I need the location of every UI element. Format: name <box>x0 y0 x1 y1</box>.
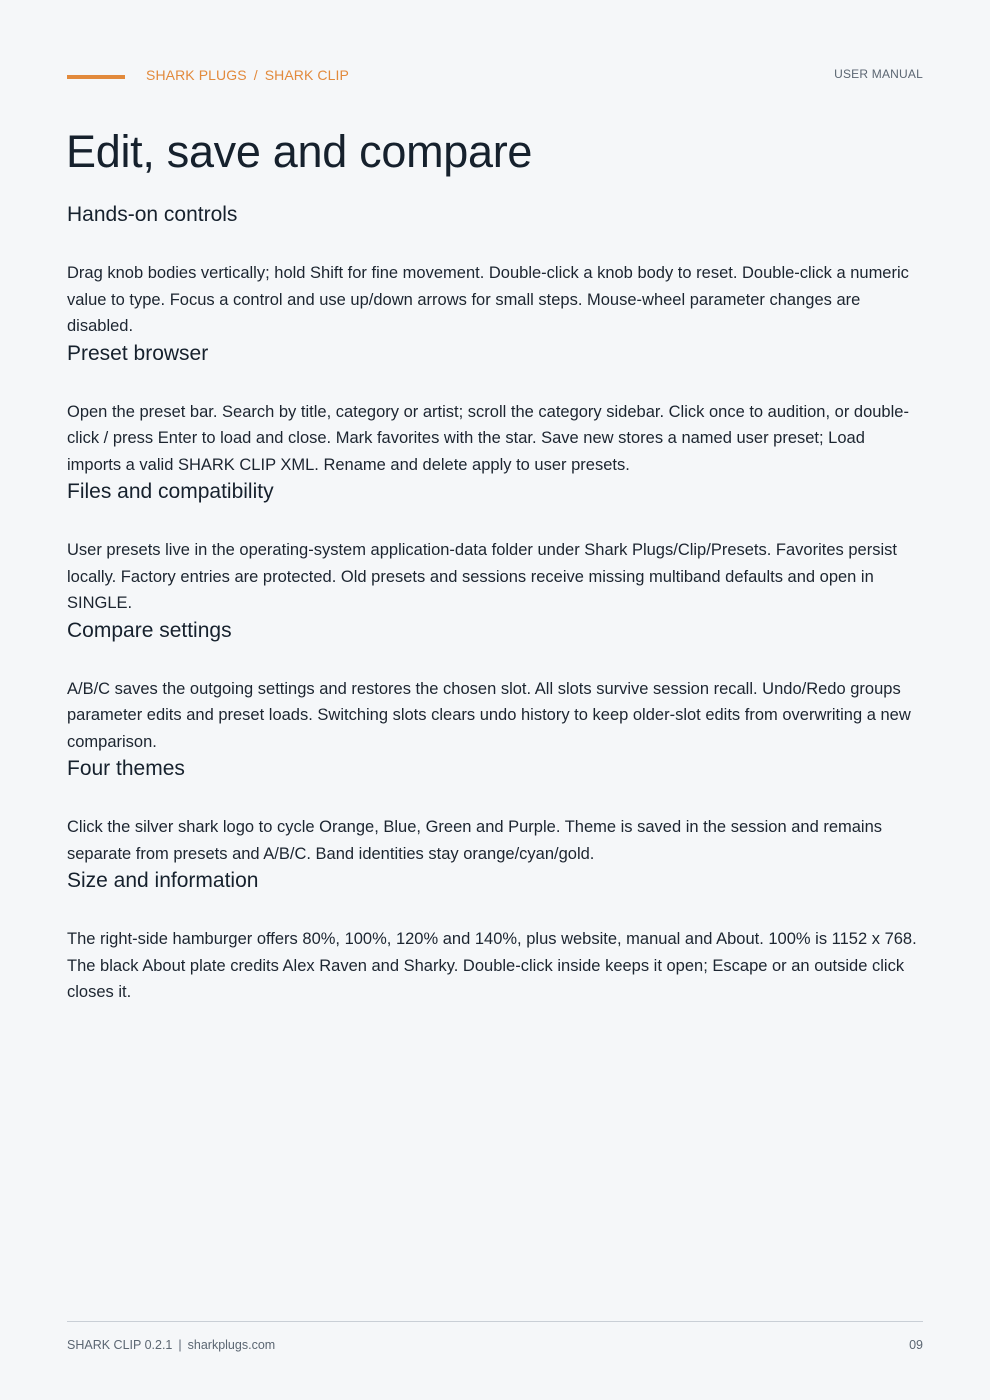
section-body: User presets live in the operating-system application-data folder under Shark Plugs/Clip/Presets. Favorites persist locally. Factory entries are protected. Old presets and sessions receive missing multiband defaults and open in SINGLE. <box>67 541 897 612</box>
footer-divider <box>67 1321 923 1322</box>
section-heading: Four themes <box>67 757 185 780</box>
section-compare-settings <box>67 617 923 756</box>
document-type-label: USER MANUAL <box>834 67 923 81</box>
breadcrumb <box>146 67 349 83</box>
footer-separator: | <box>178 1338 182 1352</box>
footer-website: sharkplugs.com <box>187 1338 276 1352</box>
section-body: Click the silver shark logo to cycle Orange, Blue, Green and Purple. Theme is saved in the session and remains separate from presets and A/B/C. Band identities stay orange/cyan/gold. <box>67 818 883 863</box>
page-header <box>67 66 923 86</box>
page-number: 09 <box>909 1338 923 1352</box>
section-body: Drag knob bodies vertically; hold Shift for fine movement. Double-click a knob body to reset. Double-click a numeric value to type. Focus a control and use up/down arrows for small steps. Mouse-wheel parameter changes are disabled. <box>67 264 909 335</box>
section-heading: Size and information <box>67 869 259 892</box>
section-hands-on-controls <box>67 201 923 340</box>
section-four-themes <box>67 755 923 867</box>
section-heading: Compare settings <box>67 618 232 642</box>
section-body: A/B/C saves the outgoing settings and restores the chosen slot. All slots survive session recall. Undo/Redo groups parameter edits and preset loads. Switching slots clears undo history to keep older-slot edits from overwriting a new comparison. <box>67 679 911 751</box>
footer-product-version: SHARK CLIP 0.2.1 <box>67 1338 173 1352</box>
breadcrumb-item-brand: SHARK PLUGS <box>146 67 247 83</box>
page-content <box>67 201 923 1006</box>
section-heading: Preset browser <box>67 341 209 365</box>
section-body: Open the preset bar. Search by title, category or artist; scroll the category sidebar. Click once to audition, or double-click / press Enter to load and close. Mark favorites with the star. Save new stores a named user preset; Load imports a valid SHARK CLIP XML. Rename and delete apply to user presets. <box>67 402 909 474</box>
section-body: The right-side hamburger offers 80%, 100%, 120% and 140%, plus website, manual and About. 100% is 1152 x 768. The black About plate credits Alex Raven and Sharky. Double-click inside keeps it open; Escape or an outside click closes it. <box>67 930 917 1001</box>
section-heading: Hands-on controls <box>67 203 238 226</box>
section-size-information <box>67 867 923 1006</box>
breadcrumb-item-product: SHARK CLIP <box>264 67 349 83</box>
section-preset-browser <box>67 340 923 479</box>
breadcrumb-separator: / <box>253 67 258 83</box>
footer-info <box>67 1338 275 1352</box>
accent-bar <box>67 75 125 79</box>
page-title: Edit, save and compare <box>66 126 533 177</box>
section-files-compatibility <box>67 478 923 617</box>
section-heading: Files and compatibility <box>67 480 274 503</box>
